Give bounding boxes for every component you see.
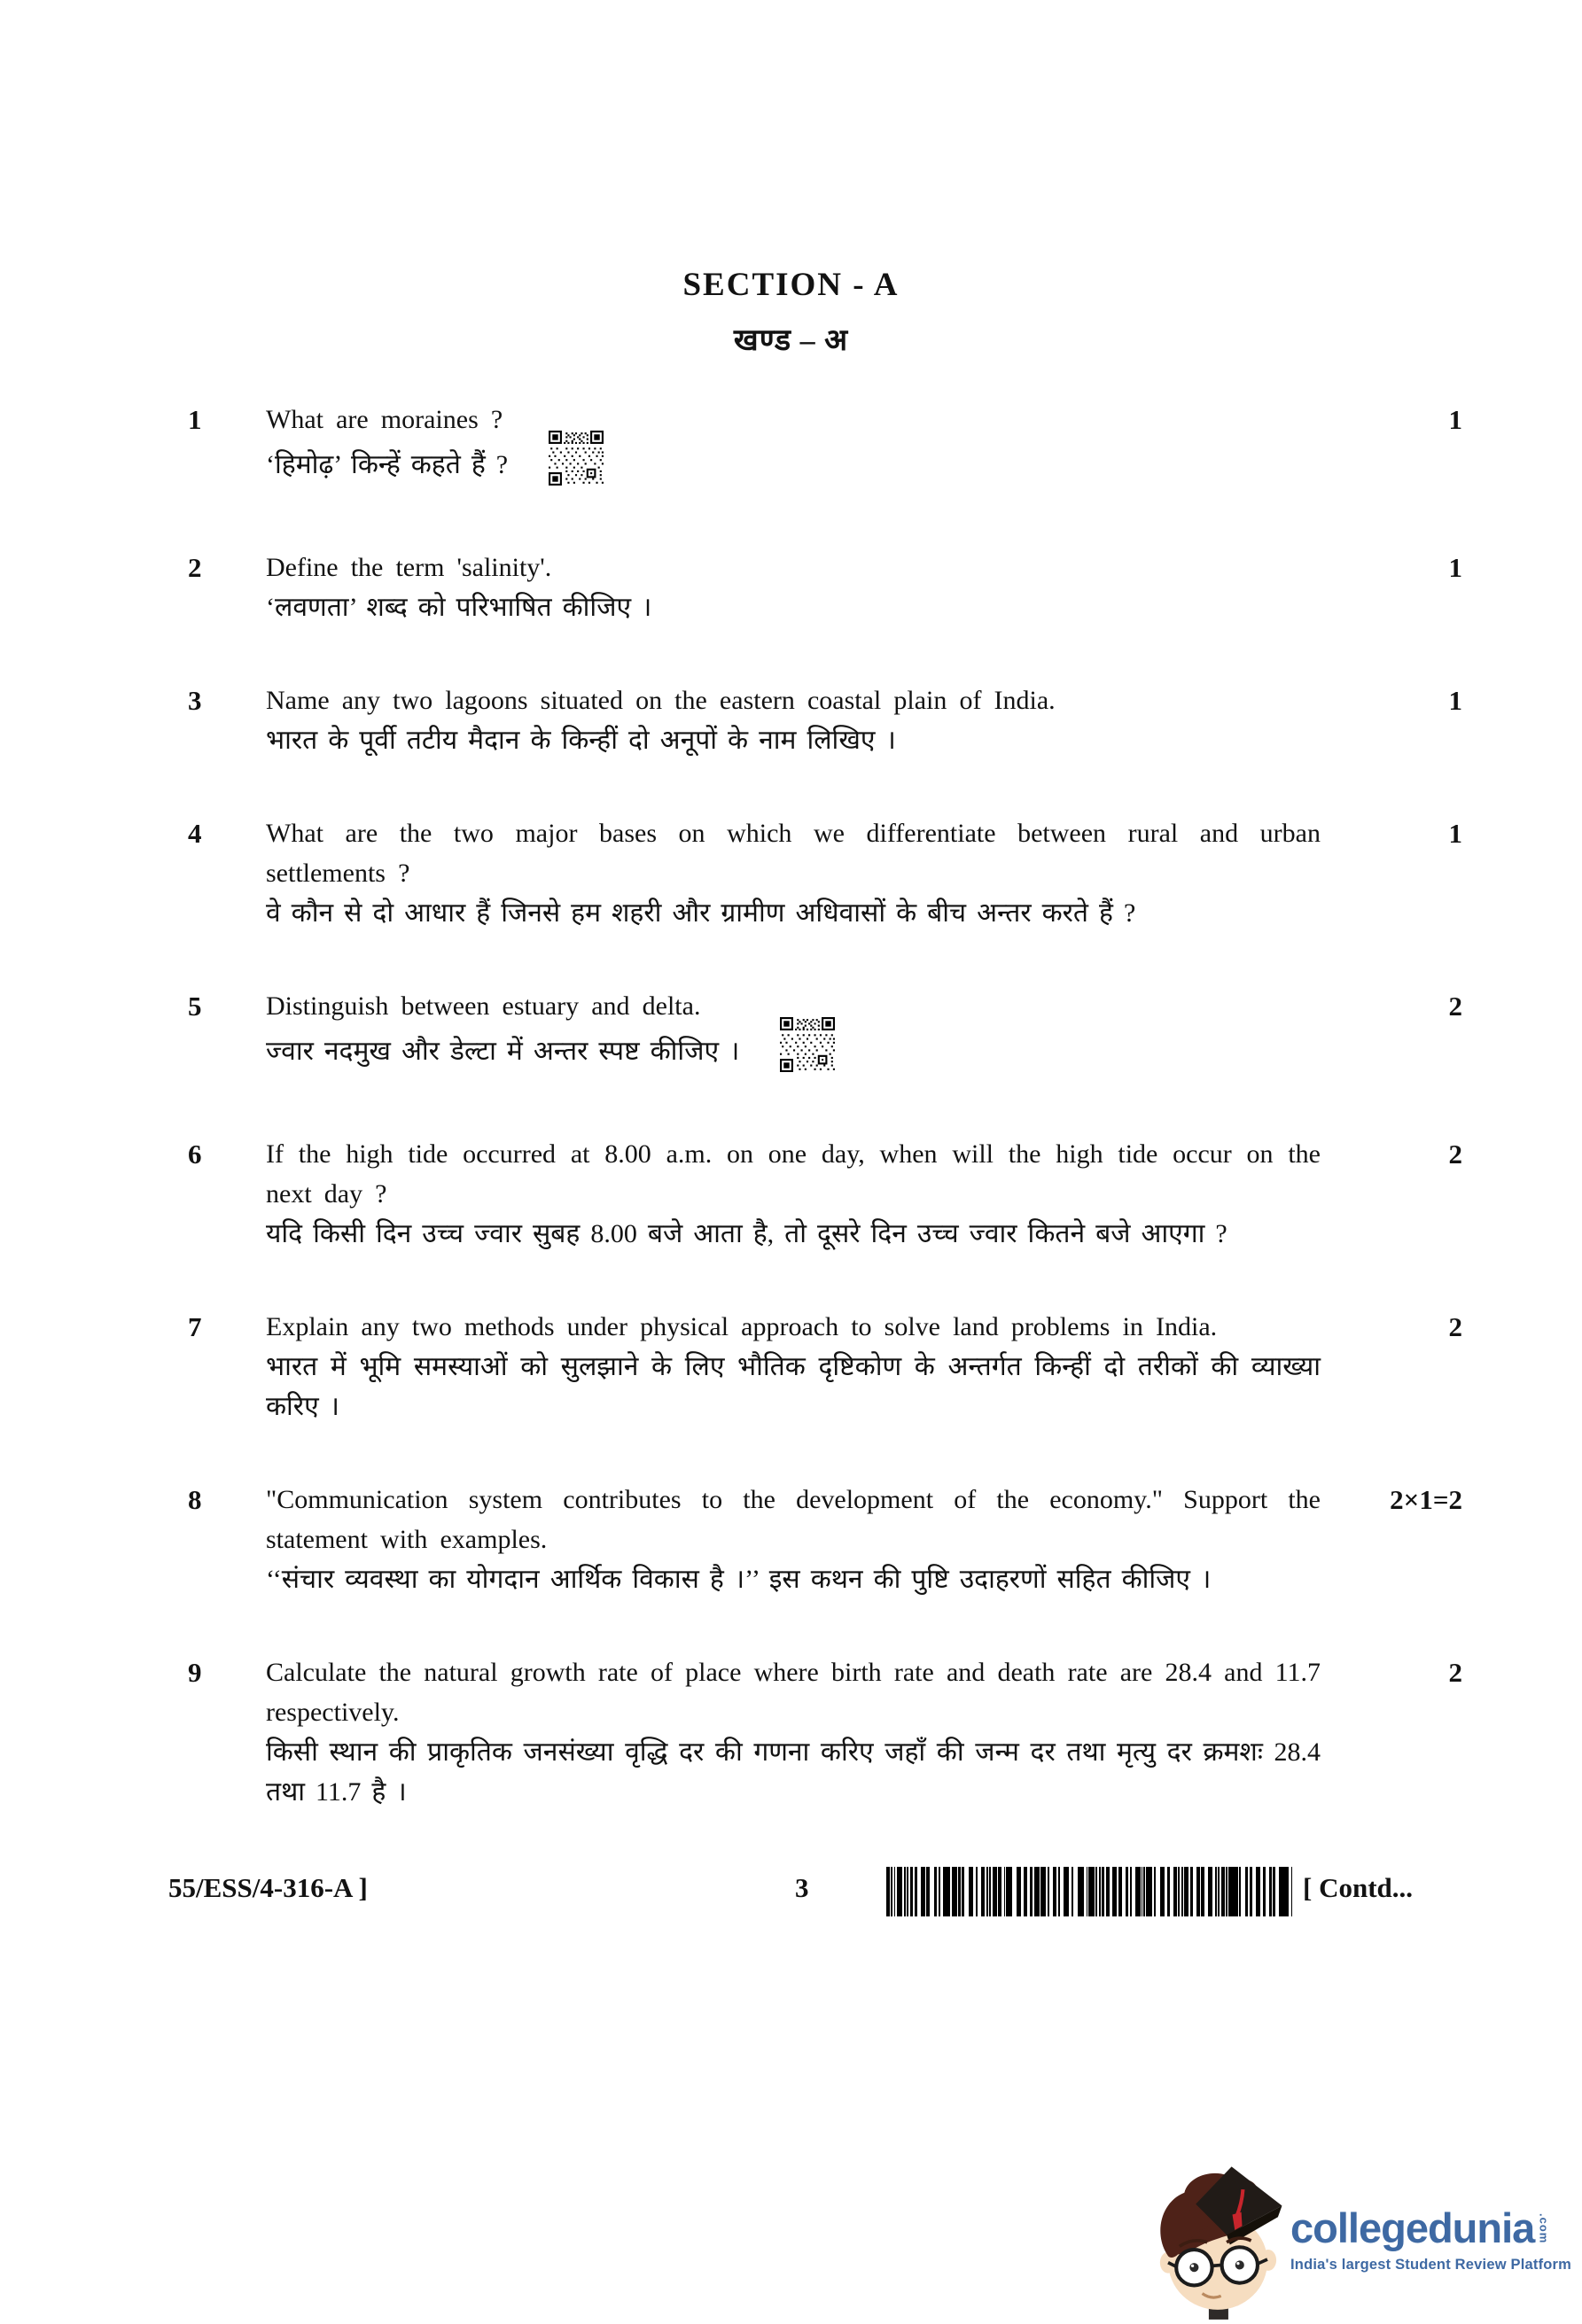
brand-text: collegedunia: [1290, 2204, 1535, 2251]
question-number: 9: [188, 1657, 202, 1688]
question-body: [266, 1652, 1321, 1812]
question-row: [0, 1480, 1582, 1599]
question-marks: 1: [1448, 818, 1462, 849]
graduate-mascot-icon: [1149, 2158, 1287, 2321]
question-text-hindi: ‘‘संचार व्यवस्था का योगदान आर्थिक विकास है ।’’ इस कथन की पुष्टि उदाहरणों सहित कीजिए ।: [266, 1565, 1212, 1594]
question-marks: 1: [1448, 552, 1462, 583]
question-text-english: Explain any two methods under physical approach to solve land problems in India.: [266, 1312, 1218, 1341]
question-row: [0, 986, 1582, 1081]
question-text-english: Distinguish between estuary and delta.: [266, 991, 701, 1021]
question-text-english: What are the two major bases on which we differentiate between rural and urban settlements ?: [266, 819, 1321, 888]
paper-code: 55/ESS/4-316-A ]: [168, 1872, 368, 1903]
question-text-english: Define the term 'salinity'.: [266, 553, 552, 582]
question-marks: 2: [1448, 1311, 1462, 1342]
question-row: [0, 1307, 1582, 1426]
question-number: 8: [188, 1484, 202, 1515]
question-marks: 2: [1448, 991, 1462, 1022]
question-text-english: If the high tide occurred at 8.00 a.m. on one day, when will the high tide occur on the next day ?: [266, 1139, 1321, 1209]
contd-label: [ Contd...: [1303, 1872, 1414, 1903]
question-body: [266, 548, 1321, 627]
question-number: 5: [188, 991, 202, 1022]
question-row: [0, 813, 1582, 933]
question-text-hindi: वे कौन से दो आधार हैं जिनसे हम शहरी और ग्रामीण अधिवासों के बीच अन्तर करते हैं ?: [266, 898, 1136, 928]
page-number: 3: [795, 1872, 809, 1903]
question-text-hindi: भारत के पूर्वी तटीय मैदान के किन्हीं दो अनूपों के नाम लिखिए ।: [266, 726, 896, 755]
question-text-english: Name any two lagoons situated on the eastern coastal plain of India.: [266, 686, 1056, 715]
question-body: [266, 1480, 1321, 1599]
question-marks: 2: [1448, 1657, 1462, 1688]
question-text-hindi: ‘हिमोढ़’ किन्हें कहते हैं ?: [266, 449, 509, 479]
section-header: [0, 0, 1582, 359]
question-text-english: "Communication system contributes to the development of the economy." Support the statement with examples.: [266, 1485, 1321, 1554]
question-body: [266, 400, 1321, 494]
page-footer: [0, 1865, 1582, 1927]
question-row: [0, 680, 1582, 760]
question-row: [0, 400, 1582, 494]
question-marks: 2×1=2: [1390, 1484, 1462, 1515]
question-number: 6: [188, 1139, 202, 1170]
question-text-hindi: भारत में भूमि समस्याओं को सुलझाने के लिए भौतिक दृष्टिकोण के अन्तर्गत किन्हीं दो तरीकों की व्याख्या करिए ।: [266, 1352, 1321, 1421]
question-row: [0, 548, 1582, 627]
question-marks: 1: [1448, 404, 1462, 435]
question-marks: 1: [1448, 685, 1462, 716]
question-body: [266, 986, 1321, 1081]
question-text-hindi-line: [266, 1026, 1321, 1081]
question-body: [266, 813, 1321, 933]
question-list: [0, 400, 1582, 1812]
question-number: 1: [188, 404, 202, 435]
question-text-hindi: यदि किसी दिन उच्च ज्वार सुबह 8.00 बजे आता है, तो दूसरे दिन उच्च ज्वार कितने बजे आएगा ?: [266, 1219, 1227, 1248]
collegedunia-logo: [1149, 2158, 1576, 2321]
question-number: 3: [188, 685, 202, 716]
section-title: SECTION - A: [682, 267, 900, 303]
barcode-icon: [886, 1867, 1292, 1916]
question-marks: 2: [1448, 1139, 1462, 1170]
question-text-hindi-line: [266, 439, 1321, 494]
qr-code-icon: [780, 1017, 835, 1072]
question-text-hindi: किसी स्थान की प्राकृतिक जनसंख्या वृद्धि दर की गणना करिए जहाँ की जन्म दर तथा मृत्यु दर क्रमशः 28.4 तथा 11.7 है ।: [266, 1737, 1321, 1807]
question-number: 7: [188, 1311, 202, 1342]
question-row: [0, 1134, 1582, 1254]
question-number: 2: [188, 552, 202, 583]
brand-tagline: India's largest Student Review Platform: [1290, 2257, 1572, 2273]
question-text-english: Calculate the natural growth rate of place where birth rate and death rate are 28.4 and 11.7 respectively.: [266, 1658, 1321, 1727]
question-body: [266, 1134, 1321, 1254]
question-row: [0, 1652, 1582, 1812]
section-title-hindi: खण्ड – अ: [733, 324, 849, 357]
question-text-hindi: ‘लवणता’ शब्द को परिभाषित कीजिए ।: [266, 593, 652, 622]
qr-code-icon: [549, 431, 604, 486]
question-number: 4: [188, 818, 202, 849]
logo-text: [1290, 2206, 1571, 2273]
question-text-hindi: ज्वार नदमुख और डेल्टा में अन्तर स्पष्ट कीजिए ।: [266, 1036, 740, 1066]
brand-tld: .com: [1537, 2212, 1551, 2244]
question-body: [266, 680, 1321, 760]
question-body: [266, 1307, 1321, 1426]
question-text-english: What are moraines ?: [266, 405, 503, 434]
